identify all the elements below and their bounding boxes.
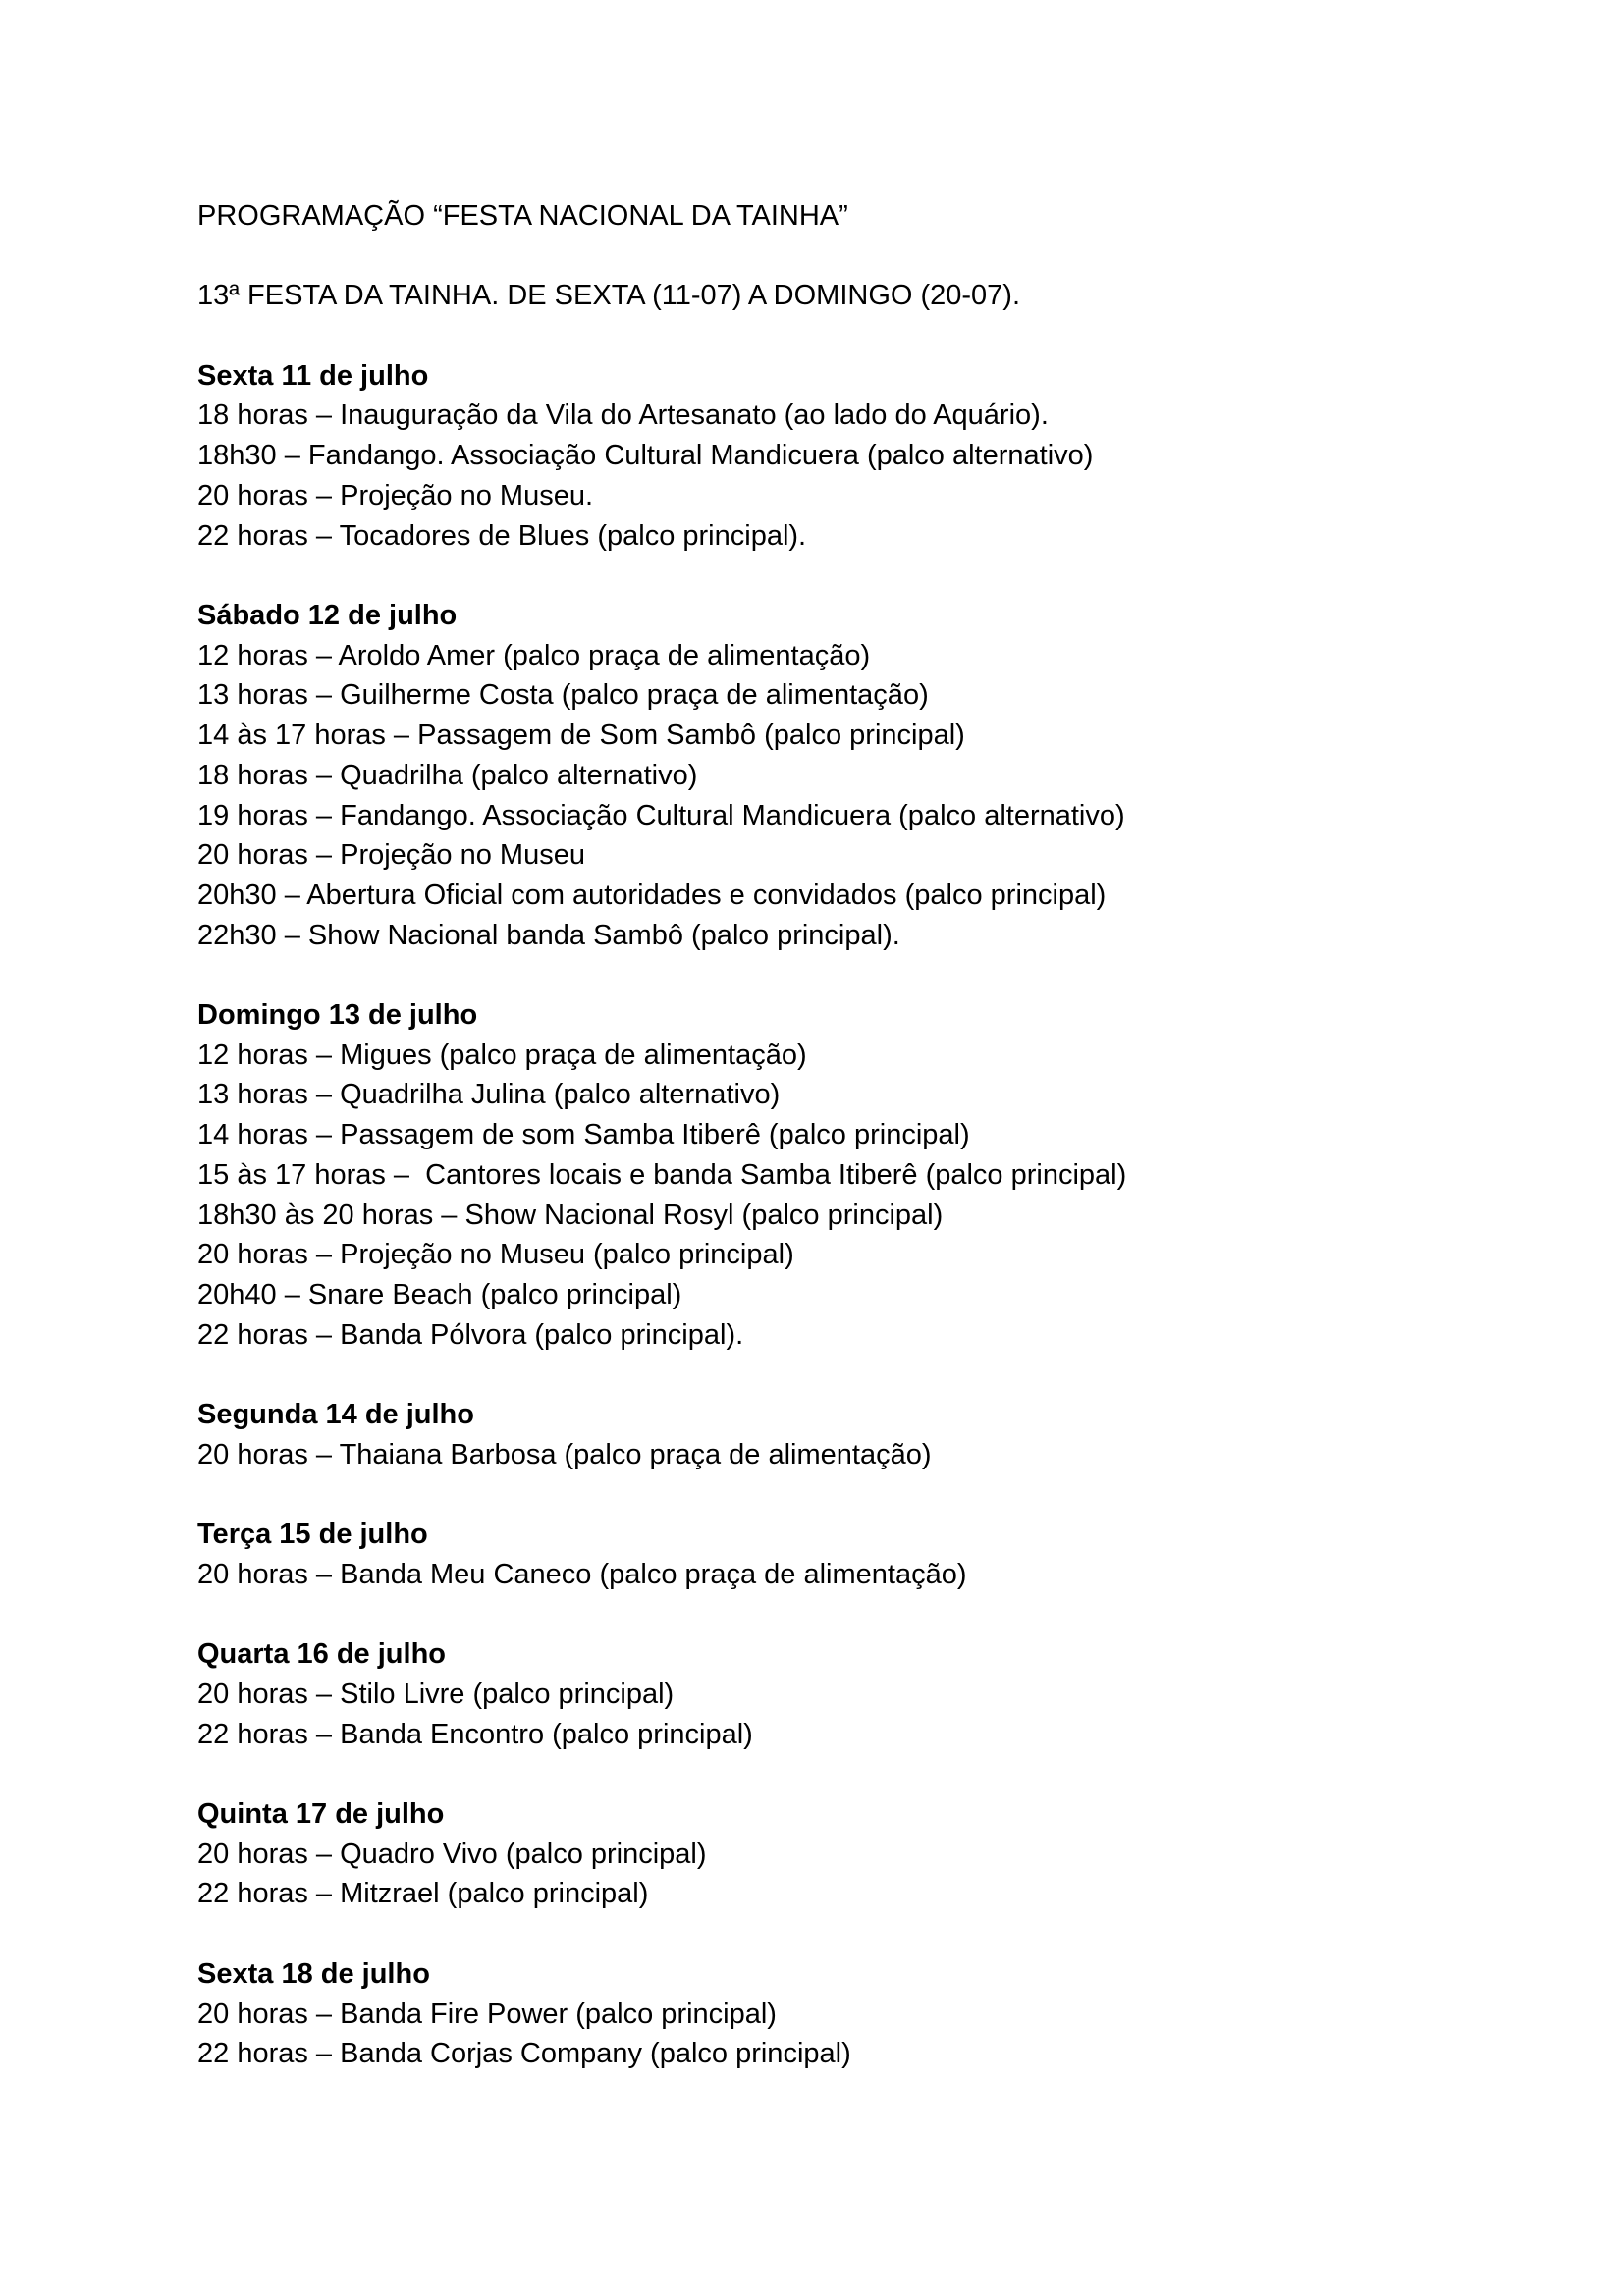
- schedule-item: 13 horas – Guilherme Costa (palco praça de alimentação): [197, 679, 929, 712]
- schedule-days: [197, 356, 1474, 2074]
- schedule-item: 18 horas – Inauguração da Vila do Artesanato (ao lado do Aquário).: [197, 400, 1049, 432]
- schedule-item: 20 horas – Projeção no Museu: [197, 839, 585, 872]
- day-section: [197, 1634, 1474, 1754]
- schedule-item: 12 horas – Migues (palco praça de alimentação): [197, 1039, 807, 1071]
- schedule-item: 15 às 17 horas – Cantores locais e banda Samba Itiberê (palco principal): [197, 1158, 1127, 1191]
- schedule-item: 20 horas – Banda Fire Power (palco principal): [197, 1998, 777, 2030]
- schedule-item: 20 horas – Projeção no Museu.: [197, 479, 594, 511]
- schedule-item: 18h30 às 20 horas – Show Nacional Rosyl (palco principal): [197, 1199, 944, 1231]
- day-section: [197, 596, 1474, 955]
- day-section: [197, 1954, 1474, 2074]
- schedule-item: 20h40 – Snare Beach (palco principal): [197, 1278, 682, 1310]
- schedule-item: 20 horas – Stilo Livre (palco principal): [197, 1678, 675, 1710]
- day-heading: Sexta 11 de julho: [197, 359, 429, 392]
- schedule-item: 20 horas – Banda Meu Caneco (palco praça de alimentação): [197, 1558, 967, 1590]
- schedule-item: 20 horas – Thaiana Barbosa (palco praça de alimentação): [197, 1438, 932, 1470]
- document-title: PROGRAMAÇÃO “FESTA NACIONAL DA TAINHA”: [197, 200, 848, 232]
- day-section: [197, 995, 1474, 1355]
- schedule-item: 22 horas – Banda Encontro (palco principal): [197, 1718, 753, 1750]
- schedule-item: 14 às 17 horas – Passagem de Som Sambô (palco principal): [197, 720, 965, 752]
- day-heading: Domingo 13 de julho: [197, 999, 478, 1031]
- day-heading: Quarta 16 de julho: [197, 1638, 446, 1671]
- day-heading: Quinta 17 de julho: [197, 1798, 445, 1830]
- day-heading: Segunda 14 de julho: [197, 1399, 474, 1431]
- schedule-item: 14 horas – Passagem de som Samba Itiberê (palco principal): [197, 1119, 970, 1151]
- day-heading: Sexta 18 de julho: [197, 1957, 430, 1990]
- schedule-item: 22h30 – Show Nacional banda Sambô (palco principal).: [197, 919, 900, 951]
- schedule-item: 20 horas – Quadro Vivo (palco principal): [197, 1838, 707, 1870]
- schedule-item: 20 horas – Projeção no Museu (palco principal): [197, 1239, 794, 1271]
- schedule-item: 20h30 – Abertura Oficial com autoridades e convidados (palco principal): [197, 879, 1107, 911]
- day-section: [197, 1395, 1474, 1474]
- schedule-item: 22 horas – Tocadores de Blues (palco principal).: [197, 519, 807, 552]
- day-section: [197, 1515, 1474, 1594]
- schedule-item: 12 horas – Aroldo Amer (palco praça de alimentação): [197, 639, 871, 671]
- day-heading: Sábado 12 de julho: [197, 599, 458, 631]
- schedule-item: 22 horas – Banda Pólvora (palco principal).: [197, 1318, 744, 1351]
- schedule-item: 22 horas – Banda Corjas Company (palco principal): [197, 2038, 851, 2070]
- schedule-item: 13 horas – Quadrilha Julina (palco alternativo): [197, 1079, 781, 1111]
- document-body: [197, 196, 1474, 2114]
- day-section: [197, 356, 1474, 557]
- schedule-item: 18h30 – Fandango. Associação Cultural Mandicuera (palco alternativo): [197, 440, 1094, 472]
- document-subtitle: 13ª FESTA DA TAINHA. DE SEXTA (11-07) A DOMINGO (20-07).: [197, 280, 1021, 312]
- day-heading: Terça 15 de julho: [197, 1519, 428, 1551]
- day-section: [197, 1794, 1474, 1914]
- schedule-item: 22 horas – Mitzrael (palco principal): [197, 1878, 649, 1910]
- schedule-item: 19 horas – Fandango. Associação Cultural Mandicuera (palco alternativo): [197, 799, 1125, 831]
- schedule-item: 18 horas – Quadrilha (palco alternativo): [197, 759, 698, 791]
